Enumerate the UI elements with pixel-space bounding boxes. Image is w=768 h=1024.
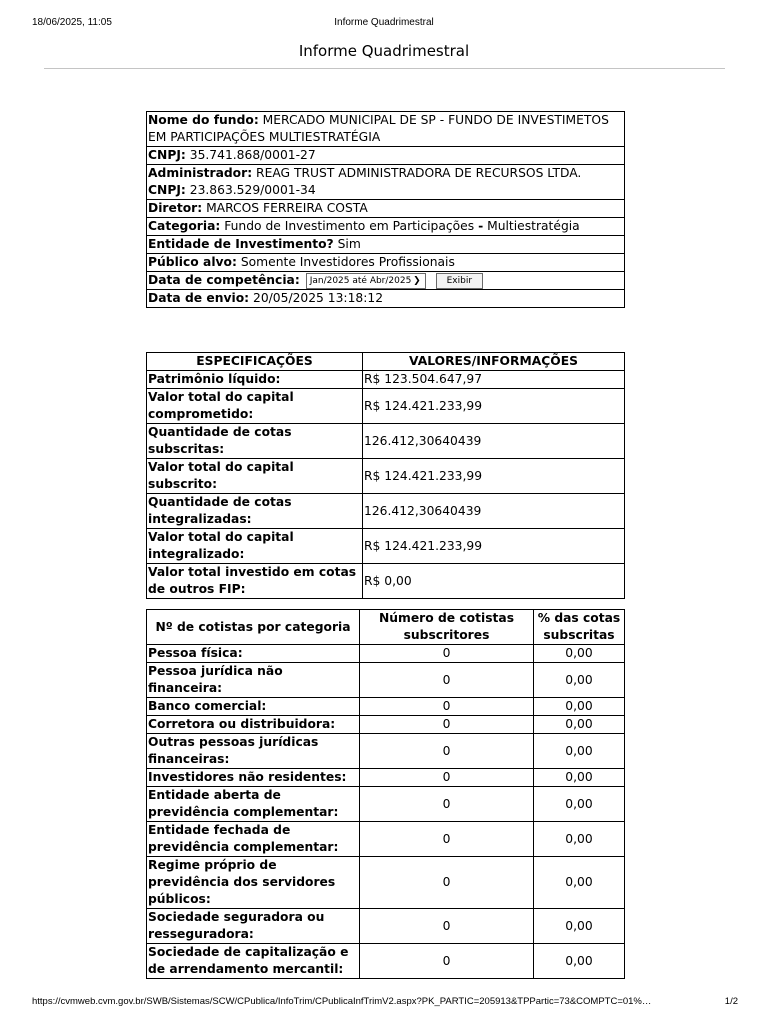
specs-label: Patrimônio líquido: <box>147 371 363 389</box>
info-row-publico <box>147 254 625 272</box>
specs-header-row <box>147 353 625 371</box>
table-row <box>147 459 625 494</box>
categoria-label: Categoria: <box>148 219 221 233</box>
envio-value: 20/05/2025 13:18:12 <box>253 291 384 305</box>
page-title: Informe Quadrimestral <box>298 42 470 60</box>
page-number: 1/2 <box>724 996 738 1007</box>
info-row-competencia <box>147 272 625 290</box>
exibir-button[interactable]: Exibir <box>436 273 483 289</box>
cotistas-num: 0 <box>360 857 534 909</box>
cotistas-table <box>146 609 625 979</box>
cotistas-num: 0 <box>360 769 534 787</box>
specs-value: R$ 124.421.233,99 <box>363 459 625 494</box>
cotistas-label: Outras pessoas jurídicas financeiras: <box>147 734 360 769</box>
table-row <box>147 645 625 663</box>
table-row <box>147 698 625 716</box>
cotistas-pct: 0,00 <box>534 663 625 698</box>
cotistas-pct: 0,00 <box>534 645 625 663</box>
specs-header-specs: ESPECIFICAÇÕES <box>147 353 363 371</box>
cotistas-header-pct: % das cotas subscritas <box>534 610 625 645</box>
competencia-select-value: Jan/2025 até Abr/2025 <box>309 275 412 286</box>
specs-label: Valor total do capital integralizado: <box>147 529 363 564</box>
table-row <box>147 822 625 857</box>
specs-value: 126.412,30640439 <box>363 424 625 459</box>
cotistas-num: 0 <box>360 716 534 734</box>
cotistas-pct: 0,00 <box>534 734 625 769</box>
specs-value: R$ 123.504.647,97 <box>363 371 625 389</box>
print-url: https://cvmweb.cvm.gov.br/SWB/Sistemas/SCW/CPublica/InfoTrim/CPublicaInfTrimV2.aspx?PK_PARTIC=205913&TPPartic=73&COMPTC=01%… <box>32 996 652 1007</box>
info-row-nome <box>147 112 625 147</box>
cotistas-pct: 0,00 <box>534 944 625 979</box>
administrador-value: REAG TRUST ADMINISTRADORA DE RECURSOS LTDA. <box>256 166 582 180</box>
entidade-value: Sim <box>337 237 361 251</box>
cotistas-pct: 0,00 <box>534 857 625 909</box>
cotistas-num: 0 <box>360 944 534 979</box>
admin-cnpj-value: 23.863.529/0001-34 <box>189 183 316 197</box>
print-title: Informe Quadrimestral <box>334 17 434 28</box>
cotistas-num: 0 <box>360 822 534 857</box>
competencia-select[interactable] <box>306 273 426 289</box>
envio-label: Data de envio: <box>148 291 250 305</box>
specs-label: Valor total investido em cotas de outros FIP: <box>147 564 363 599</box>
cotistas-pct: 0,00 <box>534 716 625 734</box>
cotistas-num: 0 <box>360 787 534 822</box>
diretor-label: Diretor: <box>148 201 203 215</box>
cotistas-label: Investidores não residentes: <box>147 769 360 787</box>
specs-header-values: VALORES/INFORMAÇÕES <box>363 353 625 371</box>
print-date: 18/06/2025, 11:05 <box>32 17 112 28</box>
info-row-categoria <box>147 218 625 236</box>
admin-cnpj-label: CNPJ: <box>148 183 186 197</box>
print-header <box>32 17 736 31</box>
title-divider <box>44 68 725 69</box>
cotistas-label: Banco comercial: <box>147 698 360 716</box>
cotistas-label: Pessoa jurídica não financeira: <box>147 663 360 698</box>
specs-value: R$ 124.421.233,99 <box>363 389 625 424</box>
table-row <box>147 529 625 564</box>
cotistas-label: Sociedade de capitalização e de arrendamento mercantil: <box>147 944 360 979</box>
cotistas-label: Regime próprio de previdência dos servidores públicos: <box>147 857 360 909</box>
fund-info-table <box>146 111 625 308</box>
table-row <box>147 424 625 459</box>
cotistas-pct: 0,00 <box>534 769 625 787</box>
info-row-cnpj <box>147 147 625 165</box>
categoria-value-a: Fundo de Investimento em Participações <box>224 219 475 233</box>
specs-label: Quantidade de cotas subscritas: <box>147 424 363 459</box>
table-row <box>147 389 625 424</box>
specs-label: Valor total do capital subscrito: <box>147 459 363 494</box>
specs-value: 126.412,30640439 <box>363 494 625 529</box>
competencia-label: Data de competência: <box>148 273 300 287</box>
nome-fundo-value: MERCADO MUNICIPAL DE SP - FUNDO DE INVESTIMETOS EM PARTICIPAÇÕES MULTIESTRATÉGIA <box>148 113 609 144</box>
publico-value: Somente Investidores Profissionais <box>240 255 455 269</box>
print-footer <box>32 996 738 1010</box>
cotistas-num: 0 <box>360 645 534 663</box>
info-row-entidade <box>147 236 625 254</box>
cotistas-header-numero: Número de cotistas subscritores <box>360 610 534 645</box>
chevron-down-icon: ❯ <box>413 275 421 286</box>
table-row <box>147 944 625 979</box>
table-row <box>147 857 625 909</box>
table-row <box>147 564 625 599</box>
table-row <box>147 909 625 944</box>
cotistas-header-categoria: Nº de cotistas por categoria <box>147 610 360 645</box>
info-row-envio <box>147 290 625 308</box>
table-row <box>147 663 625 698</box>
specs-table <box>146 352 625 599</box>
cotistas-pct: 0,00 <box>534 698 625 716</box>
table-row <box>147 787 625 822</box>
cotistas-pct: 0,00 <box>534 787 625 822</box>
table-row <box>147 371 625 389</box>
nome-fundo-label: Nome do fundo: <box>148 113 259 127</box>
cotistas-num: 0 <box>360 698 534 716</box>
cotistas-header-row <box>147 610 625 645</box>
cnpj-label: CNPJ: <box>148 148 186 162</box>
cotistas-label: Corretora ou distribuidora: <box>147 716 360 734</box>
cnpj-value: 35.741.868/0001-27 <box>189 148 316 162</box>
cotistas-num: 0 <box>360 909 534 944</box>
info-row-administrador <box>147 165 625 200</box>
table-row <box>147 734 625 769</box>
specs-value: R$ 0,00 <box>363 564 625 599</box>
cotistas-num: 0 <box>360 734 534 769</box>
diretor-value: MARCOS FERREIRA COSTA <box>206 201 368 215</box>
cotistas-pct: 0,00 <box>534 909 625 944</box>
administrador-label: Administrador: <box>148 166 253 180</box>
table-row <box>147 716 625 734</box>
info-row-diretor <box>147 200 625 218</box>
publico-label: Público alvo: <box>148 255 237 269</box>
categoria-value-b: Multiestratégia <box>487 219 580 233</box>
specs-label: Valor total do capital comprometido: <box>147 389 363 424</box>
table-row <box>147 494 625 529</box>
categoria-separator: - <box>478 219 484 233</box>
cotistas-label: Pessoa física: <box>147 645 360 663</box>
specs-label: Quantidade de cotas integralizadas: <box>147 494 363 529</box>
cotistas-label: Sociedade seguradora ou resseguradora: <box>147 909 360 944</box>
table-row <box>147 769 625 787</box>
entidade-label: Entidade de Investimento? <box>148 237 334 251</box>
specs-value: R$ 124.421.233,99 <box>363 529 625 564</box>
cotistas-label: Entidade aberta de previdência complementar: <box>147 787 360 822</box>
cotistas-num: 0 <box>360 663 534 698</box>
cotistas-pct: 0,00 <box>534 822 625 857</box>
cotistas-label: Entidade fechada de previdência complementar: <box>147 822 360 857</box>
